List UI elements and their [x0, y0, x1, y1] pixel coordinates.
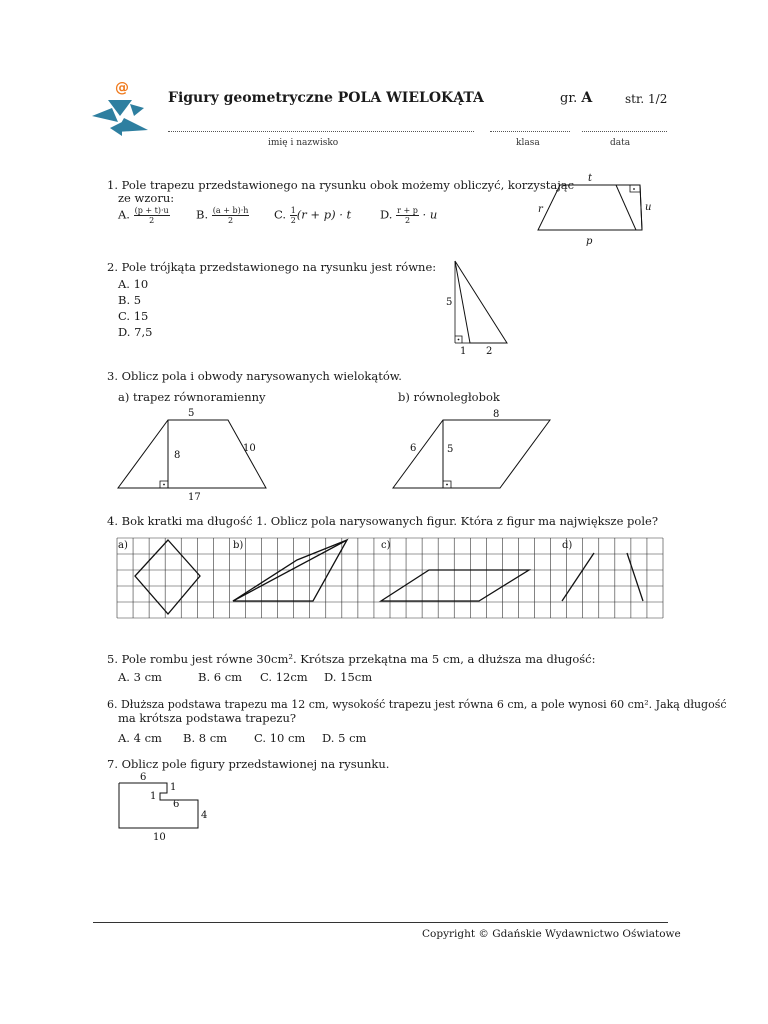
group-letter: A: [581, 90, 593, 106]
q1-a-fraction: [134, 206, 170, 225]
q4-text: 4. Bok kratki ma długość 1. Oblicz pola narysowanych figur. Która z figur ma największe pole?: [107, 514, 658, 528]
q3a-label-top: 5: [188, 408, 195, 419]
q2-option-b: B. 5: [118, 293, 142, 307]
name-field-line[interactable]: [168, 130, 474, 132]
q6-text-line1: 6. Dłuższa podstawa trapezu ma 12 cm, wysokość trapezu jest równa 6 cm, a pole wynosi 60 cm². Jaką długość: [107, 698, 727, 711]
class-field-line[interactable]: [490, 130, 570, 132]
q1-option-c: [274, 206, 351, 225]
group-indicator: [560, 90, 592, 106]
logo-at-symbol: @: [115, 80, 129, 96]
q3a-label: a) trapez równoramienny: [118, 390, 266, 404]
q4a-shape: [135, 540, 200, 614]
page-number: str. 1/2: [625, 92, 668, 106]
q1-label-t: t: [588, 173, 593, 184]
q1-a-num: (p + t)·u: [134, 206, 169, 215]
q6-option-a: A. 4 cm: [118, 731, 162, 745]
q1-d-prefix: D.: [380, 207, 393, 222]
q1-c-num: 1: [290, 206, 296, 215]
q3b-label-side: 6: [410, 443, 417, 454]
q1-b-fraction: [212, 206, 250, 225]
q1-label-r: r: [538, 204, 543, 215]
q5-option-c: C. 12cm: [260, 670, 308, 684]
q3a-label-base: 17: [188, 492, 201, 503]
q4-label-b: b): [233, 540, 244, 551]
q2-option-a: A. 10: [118, 277, 149, 291]
q4-grid-figure: [117, 538, 663, 618]
name-label: imię i nazwisko: [268, 138, 339, 148]
q4-label-d: d): [562, 540, 573, 551]
q5-text: 5. Pole rombu jest równe 30cm². Krótsza przekątna ma 5 cm, a dłuższa ma długość:: [107, 652, 596, 666]
q4-label-c: c): [381, 540, 391, 551]
q6-option-d: D. 5 cm: [322, 731, 367, 745]
q3a-label-height: 8: [174, 450, 181, 461]
q1-option-a: [118, 206, 170, 225]
q7-label-notch-h: 1: [150, 791, 157, 802]
q1-c-rest: (r + p) · t: [296, 207, 352, 222]
q1-label-u: u: [645, 202, 652, 213]
q2-option-d: D. 7,5: [118, 325, 153, 339]
q4d-segment-right: [627, 553, 643, 601]
q1-text-line2: ze wzoru:: [118, 191, 175, 205]
q7-label-bottom: 10: [153, 832, 166, 843]
q1-b-num: (a + b)·h: [212, 206, 249, 215]
q2-triangle-figure: [440, 255, 520, 360]
q7-label-top: 6: [140, 772, 147, 783]
q1-c-den: 2: [290, 216, 296, 225]
q3b-parallelogram-figure: [385, 405, 565, 495]
q1-a-den: 2: [149, 216, 155, 225]
q1-c-fraction: [290, 206, 297, 225]
class-label: klasa: [516, 138, 540, 148]
q1-trapezoid-figure: [530, 172, 660, 247]
q4-label-a: a): [118, 540, 128, 551]
q6-option-c: C. 10 cm: [254, 731, 306, 745]
date-label: data: [610, 138, 631, 148]
q6-option-b: B. 8 cm: [183, 731, 228, 745]
q4c-shape: [381, 570, 529, 601]
q5-option-d: D. 15cm: [324, 670, 373, 684]
q2-label-1: 1: [460, 346, 467, 357]
q1-a-prefix: A.: [118, 207, 130, 222]
q4b-shape: [233, 540, 347, 601]
q1-d-den: 2: [404, 216, 411, 225]
q3-text: 3. Oblicz pola i obwody narysowanych wielokątów.: [107, 369, 402, 383]
q3a-trapezoid-figure: [110, 405, 280, 505]
footer-divider: [93, 922, 668, 923]
q3b-label-top: 8: [493, 409, 500, 420]
footer-copyright: Copyright © Gdańskie Wydawnictwo Oświatowe: [422, 928, 681, 940]
q3b-label-height: 5: [447, 444, 454, 455]
q1-label-p: p: [586, 236, 593, 247]
q1-d-fraction: [396, 206, 419, 225]
q5-option-a: A. 3 cm: [118, 670, 162, 684]
group-prefix: gr.: [560, 91, 578, 106]
q1-c-prefix: C.: [274, 207, 287, 222]
q3b-label: b) równoległobok: [398, 390, 500, 404]
q7-label-inner: 6: [173, 799, 180, 810]
q7-shape-figure: [105, 772, 215, 847]
q1-option-d: [380, 206, 437, 225]
date-field-line[interactable]: [582, 130, 667, 132]
q3a-label-side: 10: [243, 443, 256, 454]
q1-d-rest: · u: [422, 207, 438, 222]
q2-label-height: 5: [446, 297, 453, 308]
q2-label-2: 2: [486, 346, 493, 357]
q2-option-c: C. 15: [118, 309, 149, 323]
q7-label-notch-v: 1: [170, 782, 177, 793]
q1-b-den: 2: [228, 216, 234, 225]
q7-label-right: 4: [201, 810, 208, 821]
q2-text: 2. Pole trójkąta przedstawionego na rysunku jest równe:: [107, 260, 437, 274]
worksheet-title: Figury geometryczne POLA WIELOKĄTA: [168, 90, 484, 106]
q1-option-b: [196, 206, 249, 225]
q5-option-b: B. 6 cm: [198, 670, 243, 684]
q1-d-num: r + p: [397, 206, 418, 215]
q6-text-line2: ma krótsza podstawa trapezu?: [118, 711, 297, 725]
q1-text-line1: 1. Pole trapezu przedstawionego na rysunku obok możemy obliczyć, korzystając: [107, 178, 575, 192]
q7-text: 7. Oblicz pole figury przedstawionej na rysunku.: [107, 757, 390, 771]
q1-b-prefix: B.: [196, 207, 209, 222]
